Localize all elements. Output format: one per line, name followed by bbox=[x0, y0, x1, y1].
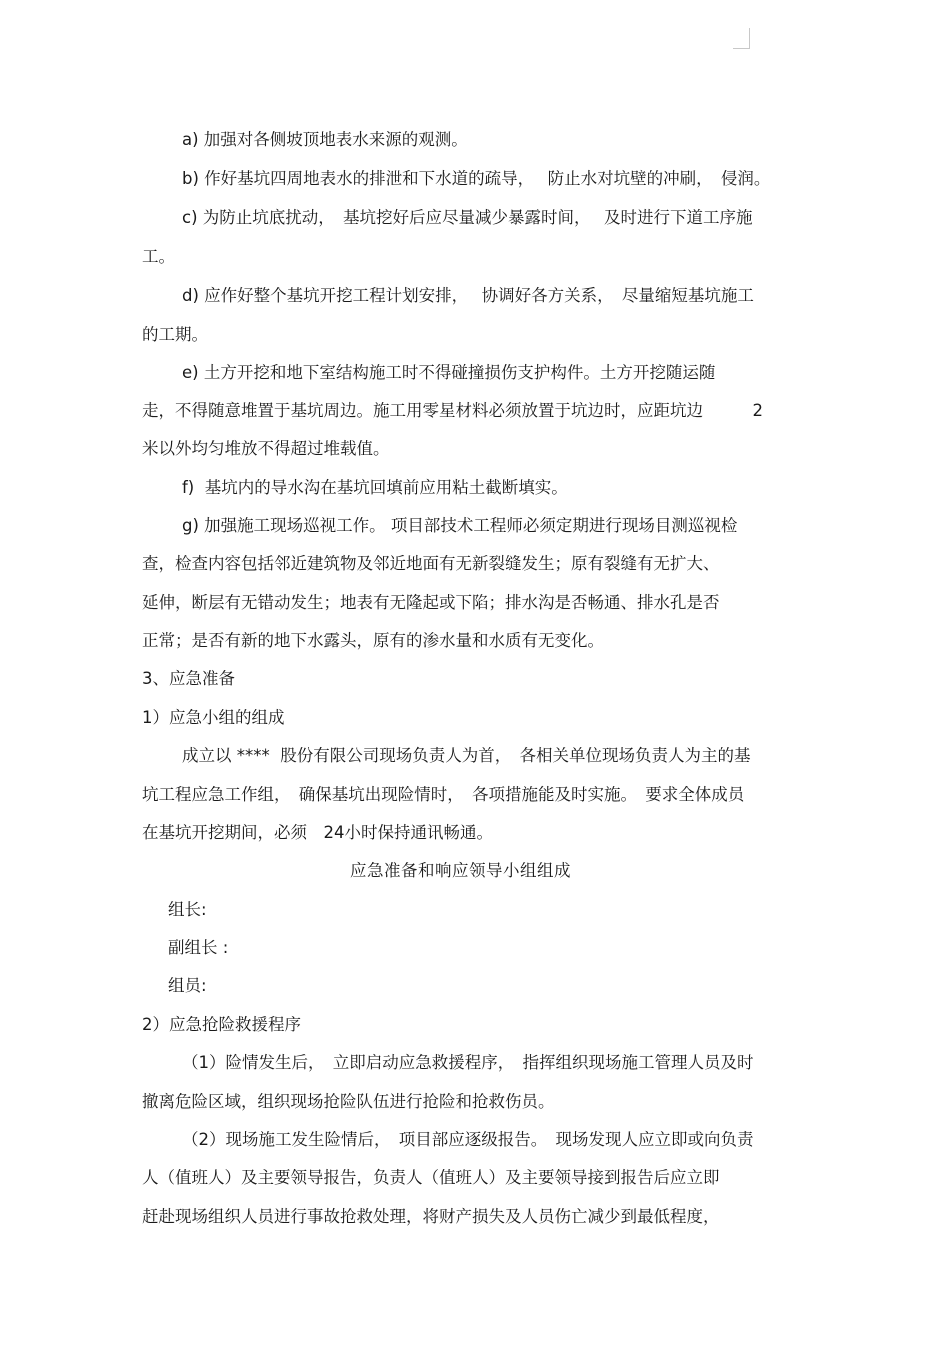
list-item-g-continued: 查，检查内容包括邻近建筑物及邻近地面有无新裂缝发生；原有裂缝有无扩大、 bbox=[142, 554, 720, 573]
list-item-c-continued: 工。 bbox=[142, 247, 175, 266]
list-item-e: e) 土方开挖和地下室结构施工时不得碰撞损伤支护构件。土方开挖随运随 bbox=[182, 363, 716, 382]
paragraph-line: 在基坑开挖期间，必须 24小时保持通讯畅通。 bbox=[142, 823, 493, 842]
paragraph-line: （1）险情发生后， 立即启动应急救援程序， 指挥组织现场施工管理人员及时 bbox=[182, 1053, 754, 1072]
list-item-e-continued: 米以外均匀堆放不得超过堆载值。 bbox=[142, 439, 390, 458]
group-title: 应急准备和响应领导小组组成 bbox=[350, 861, 571, 880]
list-item-c: c) 为防止坑底扰动， 基坑挖好后应尽量减少暴露时间， 及时进行下道工序施 bbox=[182, 208, 753, 227]
list-item-g-continued: 正常；是否有新的地下水露头，原有的渗水量和水质有无变化。 bbox=[142, 631, 604, 650]
paragraph-line: 坑工程应急工作组， 确保基坑出现险情时， 各项措施能及时实施。 要求全体成员 bbox=[142, 785, 745, 804]
list-item-e-continued: 走，不得随意堆置于基坑周边。施工用零星材料必须放置于坑边时，应距坑边 2 bbox=[142, 401, 763, 420]
list-item-g: g) 加强施工现场巡视工作。 项目部技术工程师必须定期进行现场目测巡视检 bbox=[182, 516, 738, 535]
list-item-d-continued: 的工期。 bbox=[142, 325, 208, 344]
list-item-a: a) 加强对各侧坡顶地表水来源的观测。 bbox=[182, 130, 468, 149]
member-label: 组员: bbox=[168, 976, 207, 995]
list-item-b: b) 作好基坑四周地表水的排泄和下水道的疏导， 防止水对坑壁的冲刷， 侵润。 bbox=[182, 169, 771, 188]
paragraph-line: 人（值班人）及主要领导报告，负责人（值班人）及主要领导接到报告后应立即 bbox=[142, 1168, 720, 1187]
paragraph-line: 成立以 **** 股份有限公司现场负责人为首， 各相关单位现场负责人为主的基 bbox=[182, 746, 751, 765]
list-item-g-continued: 延伸，断层有无错动发生；地表有无隆起或下陷；排水沟是否畅通、排水孔是否 bbox=[142, 593, 720, 612]
subsection-heading: 1）应急小组的组成 bbox=[142, 708, 285, 727]
section-heading: 3、应急准备 bbox=[142, 669, 235, 688]
list-item-f: f) 基坑内的导水沟在基坑回填前应用粘土截断填实。 bbox=[182, 478, 568, 497]
leader-label: 组长: bbox=[168, 900, 207, 919]
page-corner-mark bbox=[733, 28, 750, 49]
paragraph-line: 赶赴现场组织人员进行事故抢救处理，将财产损失及人员伤亡减少到最低程度， bbox=[142, 1207, 720, 1226]
list-item-d: d) 应作好整个基坑开挖工程计划安排， 协调好各方关系， 尽量缩短基坑施工 bbox=[182, 286, 754, 305]
subsection-heading: 2）应急抢险救援程序 bbox=[142, 1015, 301, 1034]
deputy-leader-label: 副组长 : bbox=[168, 938, 229, 957]
paragraph-line: 撤离危险区域，组织现场抢险队伍进行抢险和抢救伤员。 bbox=[142, 1092, 555, 1111]
paragraph-line: （2）现场施工发生险情后， 项目部应逐级报告。 现场发现人应立即或向负责 bbox=[182, 1130, 754, 1149]
